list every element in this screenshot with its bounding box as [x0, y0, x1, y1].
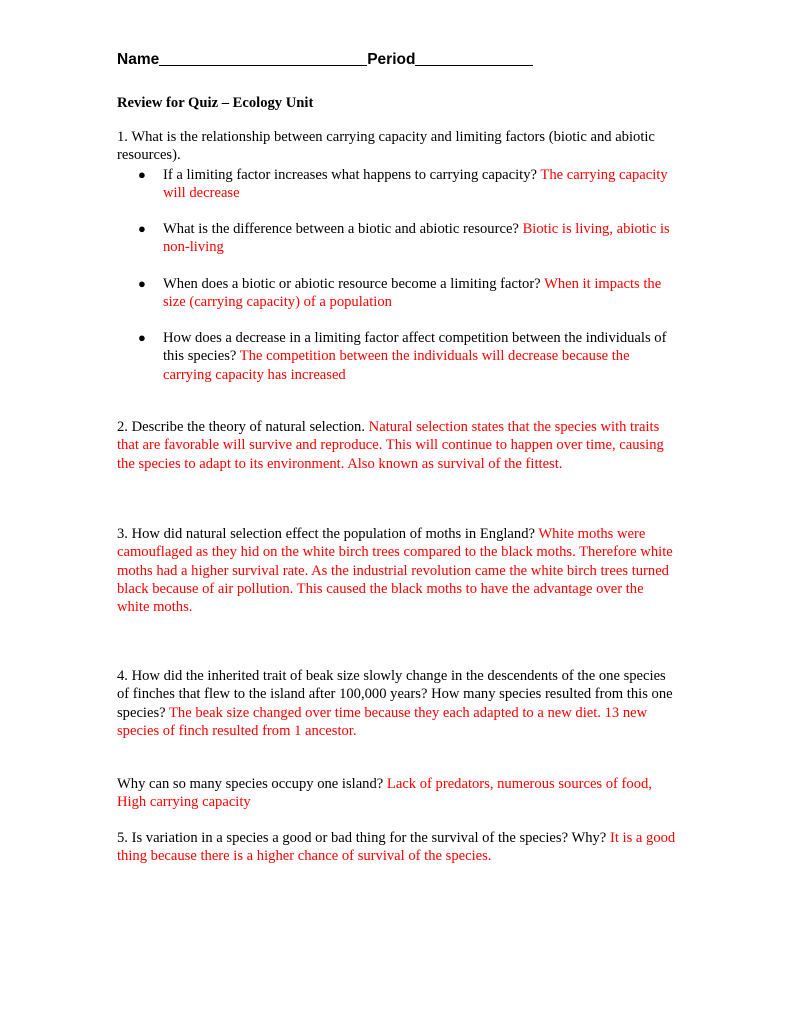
bullet-icon: ● [138, 330, 146, 345]
question-3-answer: White moths were camouflaged as they hid on the white birch trees compared to the black moths. Therefore white moths had a higher survival rate. As the industrial revolution came the white birch trees turned black because of air pollution. This caused the black moths to have the advantage over the white moths. [117, 526, 673, 616]
bullet-question: If a limiting factor increases what happens to carrying capacity? [163, 167, 538, 183]
bullet-item-3 [138, 275, 679, 312]
bullet-item-2 [138, 220, 679, 257]
question-5-text: 5. Is variation in a species a good or bad thing for the survival of the species? Why? [117, 830, 607, 846]
question-4 [117, 667, 679, 740]
bullet-answer: The competition between the individuals will decrease because the carrying capacity has increased [163, 348, 630, 383]
question-5 [117, 829, 679, 866]
bullet-question: When does a biotic or abiotic resource become a limiting factor? [163, 276, 541, 292]
bullet-item-1 [138, 166, 679, 203]
question-3 [117, 525, 679, 616]
question-1-text: 1. What is the relationship between carrying capacity and limiting factors (biotic and abiotic resources). [117, 129, 655, 164]
question-1 [117, 128, 679, 165]
bullet-icon: ● [138, 167, 146, 182]
name-period-header [117, 48, 533, 70]
question-2 [117, 418, 679, 473]
bullet-item-4 [138, 329, 679, 384]
name-label: Name [117, 51, 160, 68]
question-5-answer: It is a good thing because there is a higher chance of survival of the species. [117, 830, 676, 865]
question-4-text: 4. How did the inherited trait of beak size slowly change in the descendents of the one species of finches that flew to the island after 100,000 years? How many species resulted from this one species? [117, 668, 673, 721]
question-2-answer: Natural selection states that the species with traits that are favorable will survive and reproduce. This will continue to happen over time, causing the species to adapt to its environment. Also known as survival of the fittest. [117, 419, 664, 472]
period-blank-line[interactable] [415, 50, 533, 66]
bullet-answer: The carrying capacity will decrease [163, 167, 668, 202]
bullet-question: What is the difference between a biotic and abiotic resource? [163, 221, 519, 237]
question-4b [117, 775, 679, 812]
name-blank-line[interactable] [159, 50, 367, 66]
bullet-question: How does a decrease in a limiting factor affect competition between the individuals of this species? [163, 330, 667, 365]
bullet-answer: Biotic is living, abiotic is non-living [163, 221, 670, 256]
period-label: Period [367, 51, 416, 68]
bullet-icon: ● [138, 276, 146, 291]
question-3-text: 3. How did natural selection effect the population of moths in England? [117, 526, 535, 542]
bullet-icon: ● [138, 221, 146, 236]
question-2-text: 2. Describe the theory of natural selection. [117, 419, 366, 435]
bullet-answer: When it impacts the size (carrying capacity) of a population [163, 276, 662, 311]
question-4-answer: The beak size changed over time because they each adapted to a new diet. 13 new species of finch resulted from 1 ancestor. [117, 704, 648, 739]
question-4b-answer: Lack of predators, numerous sources of food, High carrying capacity [117, 776, 652, 811]
question-4b-text: Why can so many species occupy one island? [117, 776, 384, 792]
page-title: Review for Quiz – Ecology Unit [117, 95, 314, 111]
